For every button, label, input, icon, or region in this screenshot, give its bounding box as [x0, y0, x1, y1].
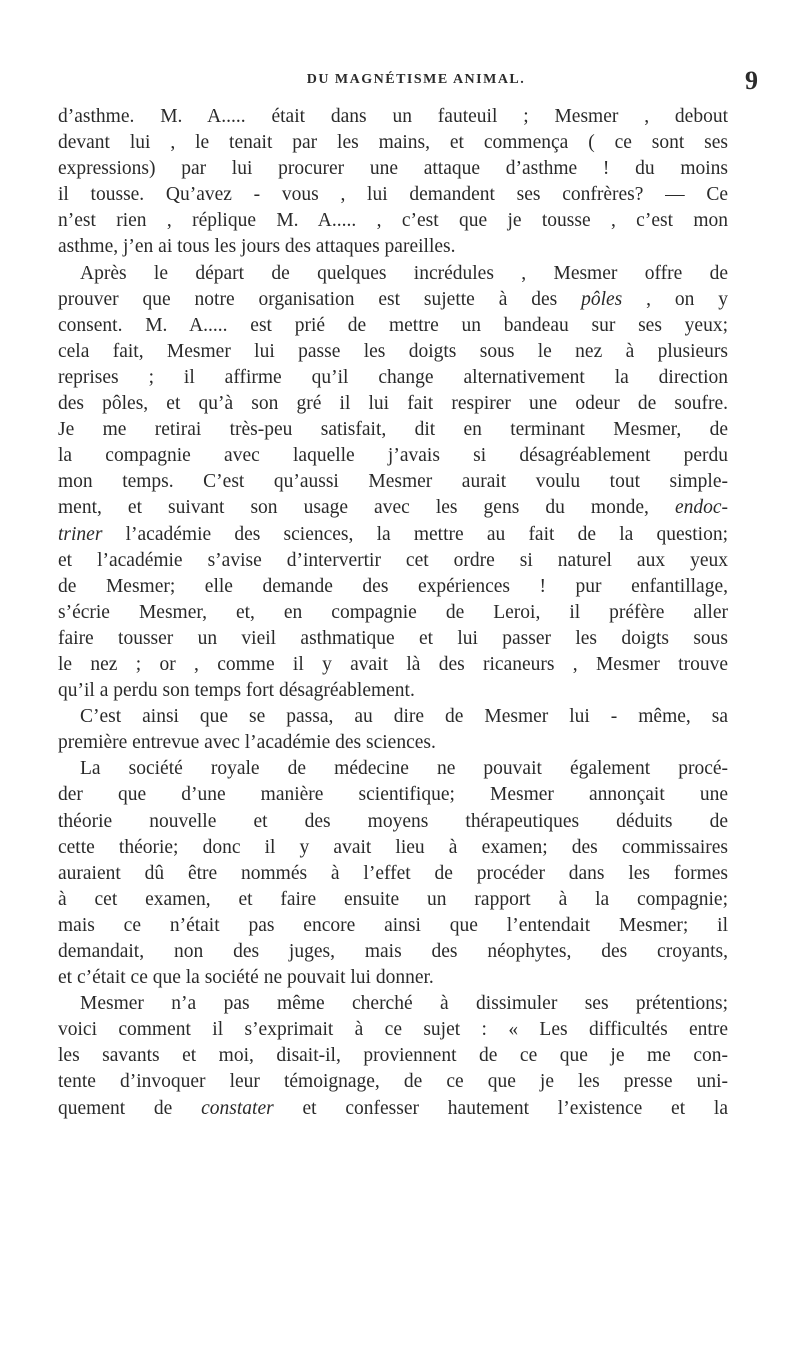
italic-text-run: triner — [58, 523, 103, 545]
text-line: mais ce n’était pas encore ainsi que l’entendait Mesmer; il — [58, 914, 728, 936]
text-line: Après le départ de quelques incrédules , Mesmer offre de — [80, 262, 728, 284]
text-line — [58, 1096, 728, 1122]
italic-text-run: endoc- — [674, 497, 728, 519]
text-line: voici comment il s’exprimait à ce sujet : « Les difficultés entre — [58, 1019, 728, 1041]
text-line: d’asthme. M. A..... était dans un fauteuil ; Mesmer , debout — [58, 106, 728, 127]
text-line: les savants et moi, disait-il, proviennent de ce que je me con- — [58, 1045, 728, 1067]
text-line — [58, 522, 728, 548]
text-line: expressions) par lui procurer une attaque d’asthme ! du moins — [58, 158, 728, 180]
text-line: et c’était ce que la société ne pouvait lui donner. — [58, 967, 434, 989]
text-run: , on y — [622, 288, 728, 310]
text-line: asthme, j’en ai tous les jours des attaques pareilles. — [58, 236, 456, 258]
text-line: il tousse. Qu’avez - vous , lui demandent ses confrères? — Ce — [58, 184, 728, 206]
text-line: der que d’une manière scientifique; Mesmer annonçait une — [58, 784, 728, 806]
text-line: le nez ; or , comme il y avait là des ricaneurs , Mesmer trouve — [58, 653, 728, 675]
text-line: qu’il a perdu son temps fort désagréablement. — [58, 680, 415, 702]
text-line — [58, 287, 728, 313]
text-line: s’écrie Mesmer, et, en compagnie de Leroi, il préfère aller — [58, 601, 728, 623]
body-text — [58, 104, 728, 1122]
text-run: et confesser hautement l’existence et la — [273, 1097, 728, 1119]
text-line: faire tousser un vieil asthmatique et lui passer les doigts sous — [58, 627, 728, 649]
text-line: tente d’invoquer leur témoignage, de ce que je les presse uni- — [58, 1071, 728, 1093]
text-line: La société royale de médecine ne pouvait également procé- — [80, 758, 728, 780]
running-title: DU MAGNÉTISME ANIMAL. — [306, 72, 526, 87]
text-line: C’est ainsi que se passa, au dire de Mesmer lui - même, sa — [80, 706, 728, 728]
text-line: à cet examen, et faire ensuite un rapport à la compagnie; — [58, 888, 728, 910]
text-run: l’académie des sciences, la mettre au fait de la question; — [102, 523, 728, 545]
text-line: cette théorie; donc il y avait lieu à examen; des commissaires — [58, 836, 728, 858]
text-line: théorie nouvelle et des moyens thérapeutiques déduits de — [58, 810, 728, 832]
text-line: n’est rien , réplique M. A..... , c’est que je tousse , c’est mon — [58, 210, 728, 232]
text-line: cela fait, Mesmer lui passe les doigts sous le nez à plusieurs — [58, 340, 728, 362]
page-number: 9 — [745, 66, 758, 95]
text-line: première entrevue avec l’académie des sciences. — [58, 732, 436, 754]
text-run: ment, et suivant son usage avec les gens du monde, — [58, 497, 675, 519]
text-line: Je me retirai très-peu satisfait, dit en terminant Mesmer, de — [58, 419, 728, 441]
text-line: et l’académie s’avise d’intervertir cet ordre si naturel aux yeux — [58, 549, 728, 571]
italic-text-run: pôles — [581, 288, 623, 310]
text-line: demandait, non des juges, mais des néophytes, des croyants, — [58, 941, 728, 962]
text-line: devant lui , le tenait par les mains, et commença ( ce sont ses — [58, 132, 728, 154]
text-line: mon temps. C’est qu’aussi Mesmer aurait voulu tout simple- — [58, 471, 728, 493]
text-line: la compagnie avec laquelle j’avais si désagréablement perdu — [58, 445, 728, 467]
text-line: consent. M. A..... est prié de mettre un bandeau sur ses yeux; — [58, 314, 728, 336]
text-run: quement de — [58, 1097, 202, 1119]
text-line: auraient dû être nommés à l’effet de procéder dans les formes — [58, 862, 728, 884]
text-line — [58, 495, 728, 521]
text-line: reprises ; il affirme qu’il change alternativement la direction — [58, 366, 728, 388]
text-line: de Mesmer; elle demande des expériences ! pur enfantillage, — [58, 575, 728, 597]
text-line: des pôles, et qu’à son gré il lui fait respirer une odeur de soufre. — [58, 393, 728, 415]
text-line: Mesmer n’a pas même cherché à dissimuler ses prétentions; — [80, 993, 728, 1015]
text-run: prouver que notre organisation est sujette à des — [58, 288, 582, 310]
running-header — [58, 66, 774, 96]
italic-text-run: constater — [201, 1097, 274, 1119]
